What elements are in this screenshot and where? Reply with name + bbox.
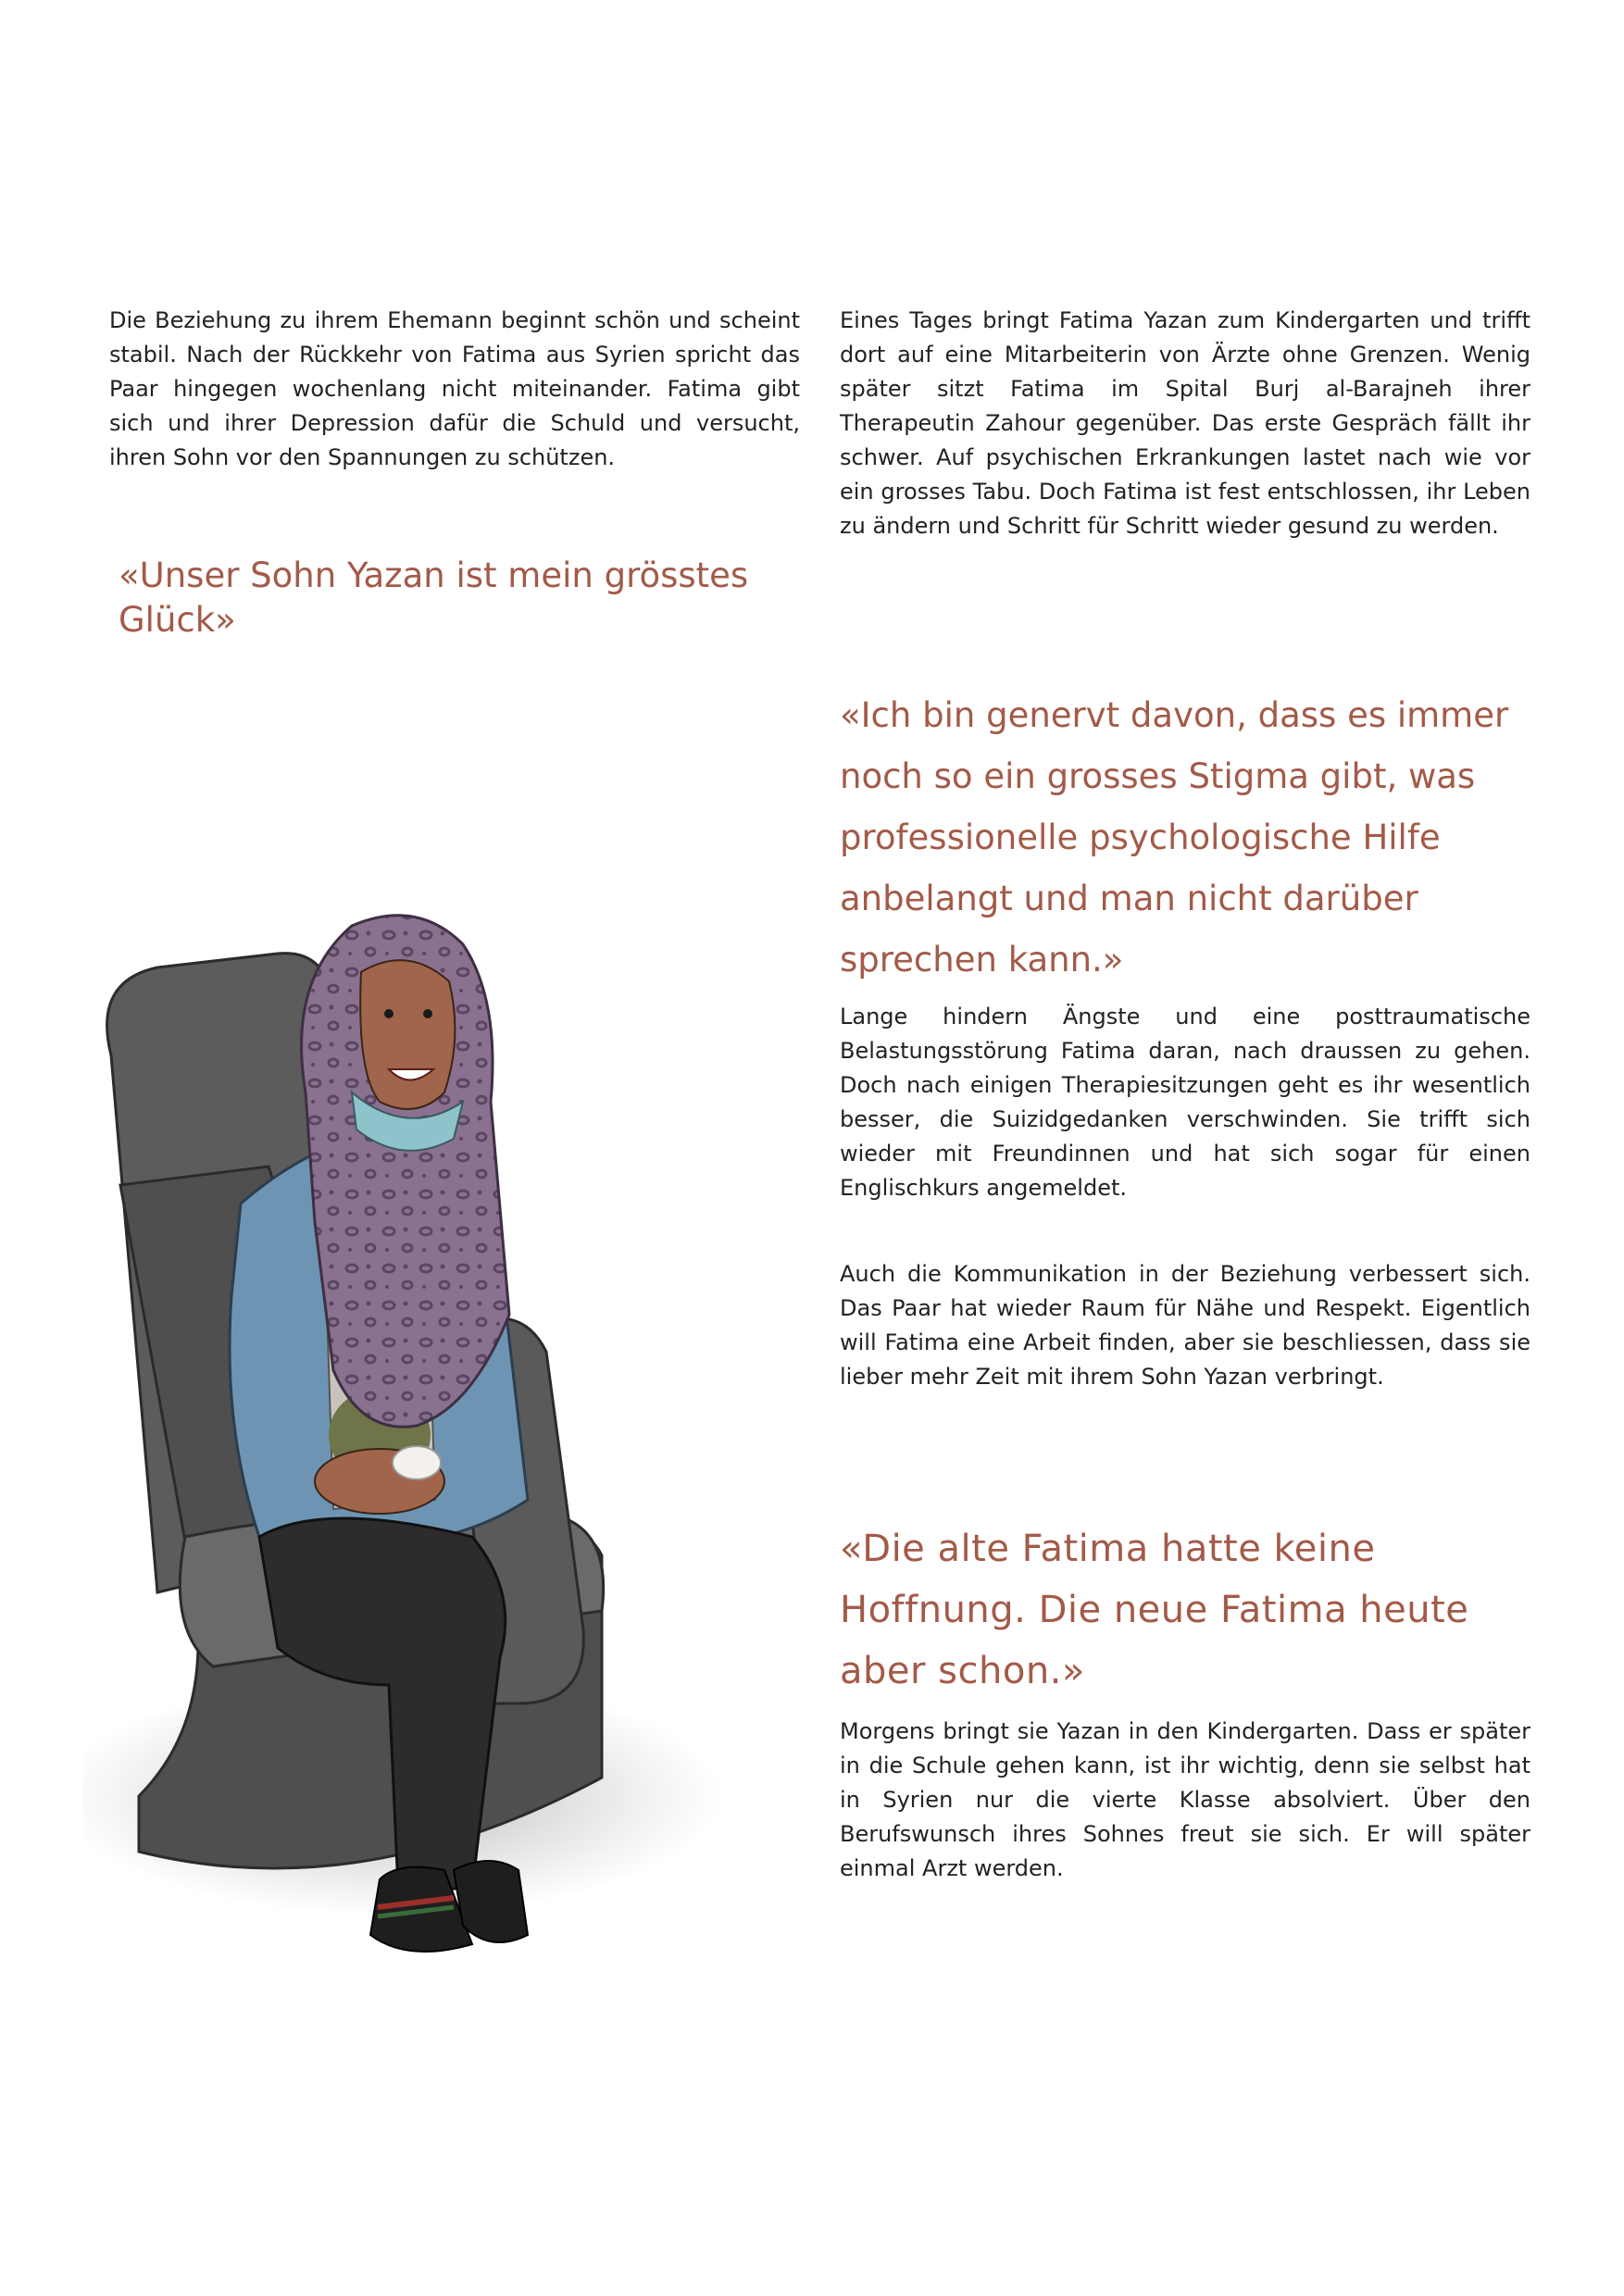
paragraph-communication: [840, 1257, 1530, 1394]
paragraph-morning: [840, 1715, 1530, 1886]
pull-quote-hope: «Die alte Fatima hatte keine Hoffnung. Die neue Fatima heute aber schon.»: [840, 1528, 1469, 1692]
pull-quote-left: «Unser Sohn Yazan ist mein grösstes Glück»: [119, 555, 749, 640]
right-eye: [423, 1009, 432, 1018]
paragraph-communication-text: Auch die Kommunikation in der Beziehung verbessert sich. Das Paar hat wieder Raum für Nähe und Respekt. Eigentlich will Fatima eine Arbeit finden, aber sie beschliessen, dass sie lieber mehr Zeit mit ihrem Sohn Yazan verbringt.: [840, 1261, 1530, 1390]
left-intro-text: Die Beziehung zu ihrem Ehemann beginnt schön und scheint stabil. Nach der Rückkehr von Fatima aus Syrien spricht das Paar hingegen wochenlang nicht miteinander. Fatima gibt sich und ihrer Depression dafür die Schuld und versucht, ihren Sohn vor den Spannungen zu schützen.: [109, 307, 800, 470]
tissue: [393, 1446, 441, 1479]
illustration-fatima-in-armchair: [83, 704, 824, 1972]
left-eye: [384, 1009, 394, 1018]
pull-quote-stigma: «Ich bin genervt davon, dass es immer noch so ein grosses Stigma gibt, was professionelle psychologische Hilfe anbelangt und man nicht darüber sprechen kann.»: [840, 695, 1509, 980]
paragraph-anxiety: [840, 1000, 1530, 1205]
paragraph-morning-text: Morgens bringt sie Yazan in den Kindergarten. Dass er später in die Schule gehen kann, ist ihr wichtig, denn sie selbst hat in Syrien nur die vierte Klasse absolviert. Über den Berufswunsch ihres Sohnes freut sie sich. Er will später einmal Arzt werden.: [840, 1718, 1530, 1881]
left-intro-paragraph: [109, 304, 800, 475]
right-intro-paragraph: [840, 304, 1530, 543]
paragraph-anxiety-text: Lange hindern Ängste und eine posttraumatische Belastungsstörung Fatima daran, nach draussen zu gehen. Doch nach einigen Therapiesitzungen geht es ihr wesentlich besser, die Suizidgedanken verschwinden. Sie trifft sich wieder mit Freundinnen und hat sich sogar für einen Englischkurs angemeldet.: [840, 1004, 1530, 1201]
right-intro-text: Eines Tages bringt Fatima Yazan zum Kindergarten und trifft dort auf eine Mitarbeiterin von Ärzte ohne Grenzen. Wenig später sitzt Fatima im Spital Burj al-Barajneh ihrer Therapeutin Zahour gegenüber. Das erste Gespräch fällt ihr schwer. Auf psychischen Erkrankungen lastet nach wie vor ein grosses Tabu. Doch Fatima ist fest entschlossen, ihr Leben zu ändern und Schritt für Schritt wieder gesund zu werden.: [840, 307, 1530, 539]
face: [360, 960, 455, 1109]
